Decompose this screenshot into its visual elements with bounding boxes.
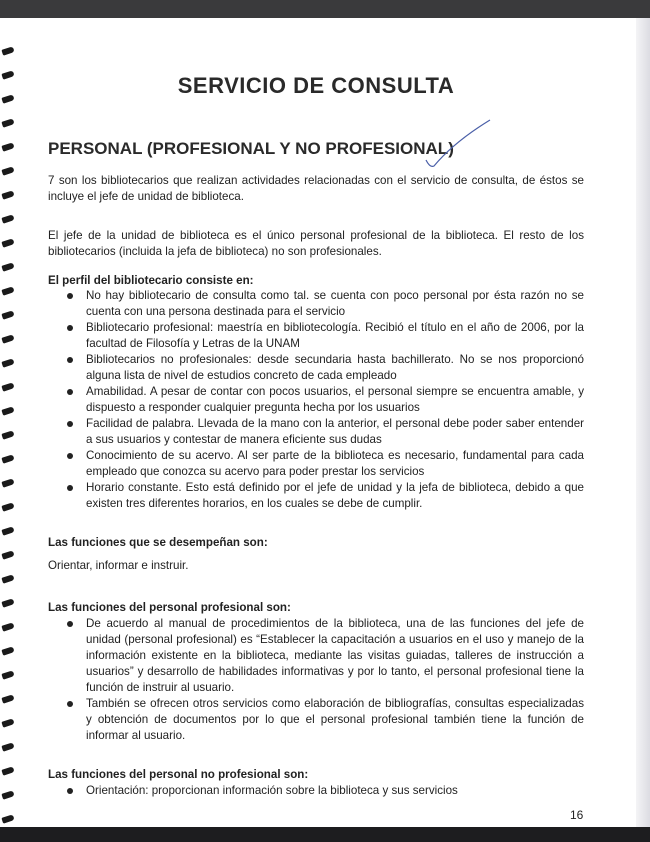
list-item: De acuerdo al manual de procedimientos de la biblioteca, una de las funciones del jefe de unidad (personal profesional) es “Establecer la capacitación a usuarios en el uso y manejo de la información existente en la biblioteca, mediante las visitas guiadas, talleres de instrucción a usuarios” y desarrollo de habilidades informativas y por lo tanto, el personal profesional tiene la función de instruir al usuario. <box>48 616 584 696</box>
page-title: SERVICIO DE CONSULTA <box>177 73 455 98</box>
list-item: Bibliotecario profesional: maestría en bibliotecología. Recibió el título en el año de 2006, por la facultad de Filosofía y Letras de la UNAM <box>48 320 584 352</box>
funciones-text: Orientar, informar e instruir. <box>48 559 189 572</box>
profesional-heading: Las funciones del personal profesional son: <box>48 601 291 614</box>
perfil-list <box>48 288 584 512</box>
bullet-icon <box>67 453 73 459</box>
intro-paragraph-1: 7 son los bibliotecarios que realizan actividades relacionadas con el servicio de consulta, de éstos se incluye el jefe de unidad de biblioteca. <box>48 174 584 203</box>
funciones-heading: Las funciones que se desempeñan son: <box>48 536 268 549</box>
list-item: Bibliotecarios no profesionales: desde secundaria hasta bachillerato. No se nos proporcionó alguna lista de nivel de estudios concreto de cada empleado <box>48 352 584 384</box>
list-item: No hay bibliotecario de consulta como tal. se cuenta con poco personal por ésta razón no se cuenta con una persona destinada para el servicio <box>48 288 584 320</box>
list-item: También se ofrecen otros servicios como elaboración de bibliografías, consultas especializadas y obtención de documentos por lo que el personal profesional también tiene la función de informar al usuario. <box>48 696 584 744</box>
page-number: 16 <box>570 808 584 822</box>
bullet-icon <box>67 421 73 427</box>
profesional-list <box>48 616 584 744</box>
list-item: Horario constante. Esto está definido por el jefe de unidad y la jefa de biblioteca, debido a que existen tres diferentes horarios, en los cuales se debe de cumplir. <box>48 480 584 512</box>
intro-paragraph-2: El jefe de la unidad de biblioteca es el único personal profesional de la biblioteca. El resto de los bibliotecarios (incluida la jefa de biblioteca) no son profesionales. <box>48 229 584 258</box>
bullet-icon <box>67 389 73 395</box>
bullet-icon <box>67 357 73 363</box>
list-item: Conocimiento de su acervo. Al ser parte de la biblioteca es necesario, fundamental para cada empleado que conozca su acervo para poder prestar los servicios <box>48 448 584 480</box>
bullet-icon <box>67 485 73 491</box>
perfil-heading: El perfil del bibliotecario consiste en: <box>48 274 254 287</box>
list-item: Orientación: proporcionan información sobre la biblioteca y sus servicios <box>48 783 584 799</box>
spiral-binding <box>0 42 18 842</box>
list-item: Facilidad de palabra. Llevada de la mano con la anterior, el personal debe poder saber entender a sus usuarios y contestar de manera eficiente sus dudas <box>48 416 584 448</box>
bullet-icon <box>67 621 73 627</box>
no-profesional-list <box>48 783 584 799</box>
bullet-icon <box>67 788 73 794</box>
list-item: Amabilidad. A pesar de contar con pocos usuarios, el personal siempre se encuentra amable, y dispuesto a responder cualquier pregunta hecha por los usuarios <box>48 384 584 416</box>
bullet-icon <box>67 293 73 299</box>
bullet-icon <box>67 325 73 331</box>
bullet-icon <box>67 701 73 707</box>
pen-check-mark <box>424 116 494 172</box>
section-subtitle: PERSONAL (PROFESIONAL Y NO PROFESIONAL) <box>48 139 454 158</box>
no-profesional-heading: Las funciones del personal no profesional son: <box>48 768 309 781</box>
